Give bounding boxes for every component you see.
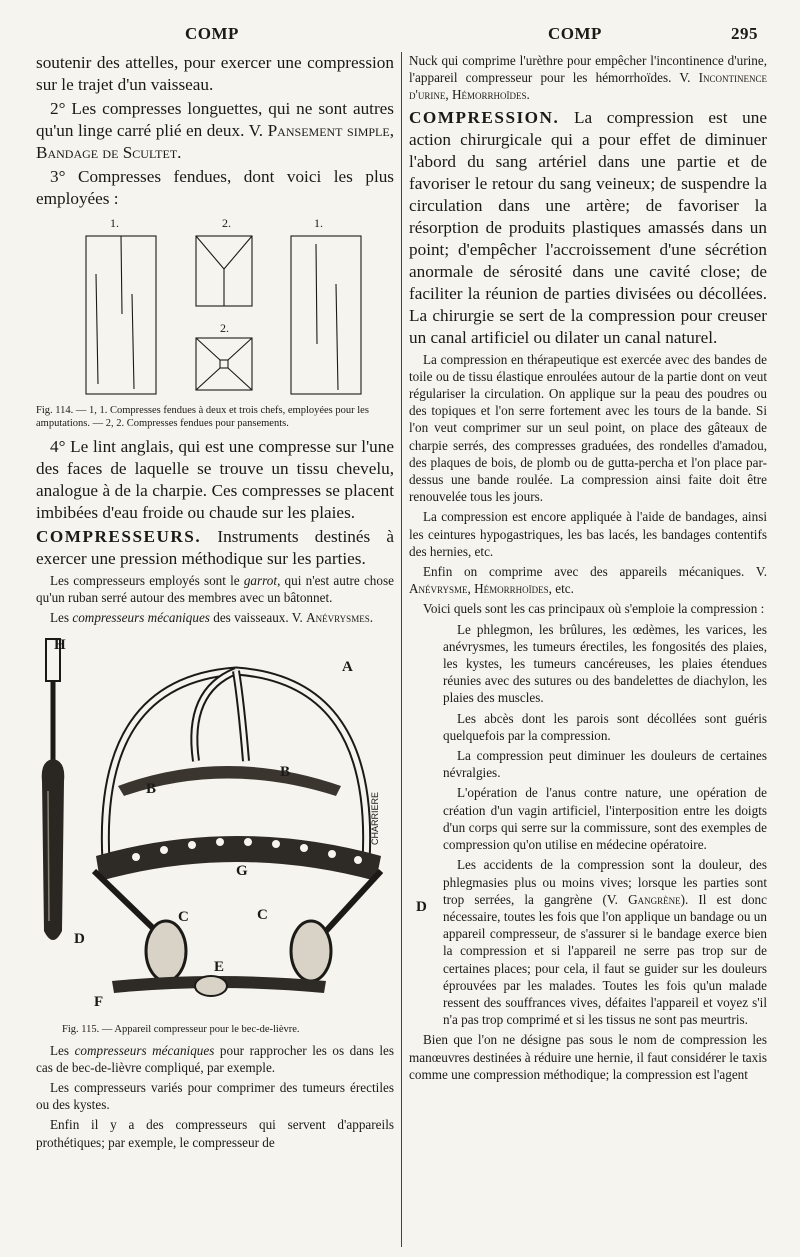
split-compresses-illustration — [36, 214, 394, 402]
handle-h — [42, 636, 66, 940]
paragraph: Les abcès dont les parois sont décollées sont guéris quelquefois par la compression. — [443, 710, 767, 743]
entry-headword: COMPRESSION. — [409, 107, 560, 127]
right-column — [409, 52, 767, 1252]
cross-reference: Pansement simple, Bandage de Scultet. — [36, 121, 394, 162]
paragraph: Enfin on comprime avec des appareils mécaniques. V. Anévrysme, Hémorrhoïdes, etc. — [409, 564, 767, 597]
figure-label: B — [146, 780, 157, 797]
paragraph: 3° Compresses fendues, dont voici les plus employées : — [36, 167, 394, 208]
running-head-right: COMP — [548, 24, 602, 43]
cross-reference: Anévrysme, Hémorrhoïdes, — [409, 581, 552, 597]
figure-label: B — [280, 763, 291, 780]
left-column — [36, 52, 427, 1252]
paragraph: Les accidents de la compression sont la douleur, des phlegmasies plus ou moins vives; lorsque les parties sont trop serrées, la gangrène (V. Gangrène). Il est donc nécessaire, toutes les fois que l'on applique un bandage ou un appareil compresseur, de s'assurer si le bandage exerce bien la compression et si l'appareil ne serre pas trop sur de certaines places; pour cela, il faut se guider sur les douleurs éprouvées par les malades. Toutes les fois qu'un malade ressent des souffrances vives, défaites l'appareil et voyez s'il n'a pas trop comprimé et si les tissus ne sont pas meurtris. — [443, 857, 767, 1028]
cross-reference: Incontinence d'urine, Hémorrhoïdes. — [409, 70, 767, 103]
paragraph: Les compresseurs mécaniques des vaisseaux. V. Anévrysmes. — [50, 610, 373, 626]
figure-label: C — [178, 908, 189, 925]
paragraph: 4° Le lint anglais, qui est une compresse sur l'une des faces de laquelle se trouve un tissu chevelu, analogue à de la charpie. Ces compresses se placent imbibées d'eau froide ou chaude sur les plaies. — [36, 437, 394, 522]
figure-label: 2. — [220, 321, 229, 335]
paragraph: L'opération de l'anus contre nature, une opération de création d'un vagin artificiel, l'interposition entre les doigts d'un corps qui serre sur la commissure, sont des exemples de compression qu'on utilise en médecine opératoire. — [443, 785, 767, 853]
arm-d-left — [94, 871, 156, 931]
paragraph: Bien que l'on ne désigne pas sous le nom de compression les manœuvres destinées à réduire une hernie, il faut considérer le taxis comme une compression méthodique; la compression est l'agent — [409, 1032, 767, 1082]
figure-label: G — [236, 862, 248, 879]
figure-label: 2. — [222, 216, 231, 230]
paragraph: 2° Les compresses longuettes, qui ne sont autres qu'un linge carré plié en deux. V. Pansement simple, Bandage de Scultet. — [36, 99, 394, 162]
paragraph: Enfin il y a des compresseurs qui servent d'appareils prothétiques; par exemple, le compresseur de — [36, 1117, 394, 1150]
paragraph: Les compresseurs mécaniques pour rapprocher les os dans les cas de bec-de-lièvre compliqué, par exemple. — [36, 1042, 394, 1075]
entry-compression: COMPRESSION. La compression est une action chirurgicale qui a pour effet de diminuer l'abord du sang artériel dans une partie et de favoriser le retour du sang veineux; de suspendre la circulation dans une artère; de favoriser la résorption de produits plastiques amassés dans un point; d'empêcher l'accroissement d'une sécrétion anormale de sérosité dans une cavité close; de faciliter la réunion de parties divisées ou décollées. La chirurgie se sert de la compression pour creuser un canal artificiel ou dilater un canal naturel. — [409, 107, 767, 347]
figure-label: 1. — [314, 216, 323, 230]
arm-d-right — [326, 871, 381, 931]
entry-headword: COMPRESSEURS. — [36, 527, 202, 546]
figure-label: A — [342, 658, 353, 675]
figure-caption: Fig. 114. — 1, 1. Compresses fendues à deux et trois chefs, employées pour les amputations. — 2, 2. Compresses fendues pour pansements. — [36, 405, 369, 429]
cleft-lip-compressor-illustration — [36, 631, 427, 1021]
pad-c-right — [291, 921, 331, 981]
paragraph: La compression est encore appliquée à l'aide de bandages, ainsi les ceintures hypogastriques, les bas lacés, les bandages contentifs des hernies, etc. — [409, 509, 767, 559]
page-number: 295 — [731, 24, 758, 43]
running-head-left: COMP — [185, 24, 239, 43]
paragraph: soutenir des attelles, pour exercer une compression sur le trajet d'un vaisseau. — [36, 53, 394, 94]
figure-label: H — [54, 636, 66, 653]
figure-label: C — [257, 906, 268, 923]
paragraph: Nuck qui comprime l'urèthre pour empêcher l'incontinence d'urine, l'appareil compresseur pour les hémorrhoïdes. V. Incontinence d'urine, Hémorrhoïdes. — [409, 53, 767, 103]
pad-c-left — [146, 921, 186, 981]
cross-reference: Anévrysmes. — [306, 610, 373, 626]
figure-label: 1. — [110, 216, 119, 230]
figure-label: E — [214, 958, 225, 975]
figure-label: F — [94, 993, 104, 1010]
cross-reference: Gangrène — [628, 891, 681, 907]
paragraph: Les compresseurs variés pour comprimer des tumeurs érectiles ou des kystes. — [36, 1080, 394, 1113]
paragraph: Les compresseurs employés sont le garrot, qui n'est autre chose qu'un ruban serré autour des membres avec un bâtonnet. — [36, 573, 394, 606]
paragraph: La compression peut diminuer les douleurs de certaines névralgies. — [443, 748, 767, 781]
compress-1-right — [291, 236, 361, 394]
paragraph: Voici quels sont les cas principaux où s'emploie la compression : — [423, 601, 765, 617]
paragraph: La compression en thérapeutique est exercée avec des bandes de toile ou de tissu élastique enroulées autour de la partie dont on veut régulariser la circulation. On applique sur la peau des poudres ou des topiques et l'on serre fortement avec les tours de la bande. Si l'on veut comprimer sur un seul point, on place des gâteaux de charpie serrés, des compresses graduées, des rondelles d'amadou, des plaques de bois, de plomb ou de gutta-percha et l'on place par-dessus une bande roulée. La compression ainsi faite doit être renouvelée tous les jours. — [409, 351, 767, 505]
column-rule — [401, 52, 402, 1247]
figure-label: D — [416, 898, 427, 915]
figure-114 — [36, 214, 394, 430]
maker-stamp: CHARRIERE — [370, 791, 380, 845]
figure-caption: Fig. 115. — Appareil compresseur pour le bec-de-lièvre. — [62, 1023, 300, 1035]
paragraph: Le phlegmon, les brûlures, les œdèmes, les varices, les anévrysmes, les tumeurs érectiles, les fongosités des plaies, les kystes, les tumeurs cancéreuses, les plaies étendues réunies avec des sutures ou des bandelettes de diachylon, les plaies des muscles. — [443, 621, 767, 706]
figure-115 — [36, 631, 427, 1036]
entry-compresseurs: COMPRESSEURS. Instruments destinés à exercer une pression méthodique sur les parties. — [36, 527, 394, 568]
figure-label: D — [74, 930, 85, 947]
